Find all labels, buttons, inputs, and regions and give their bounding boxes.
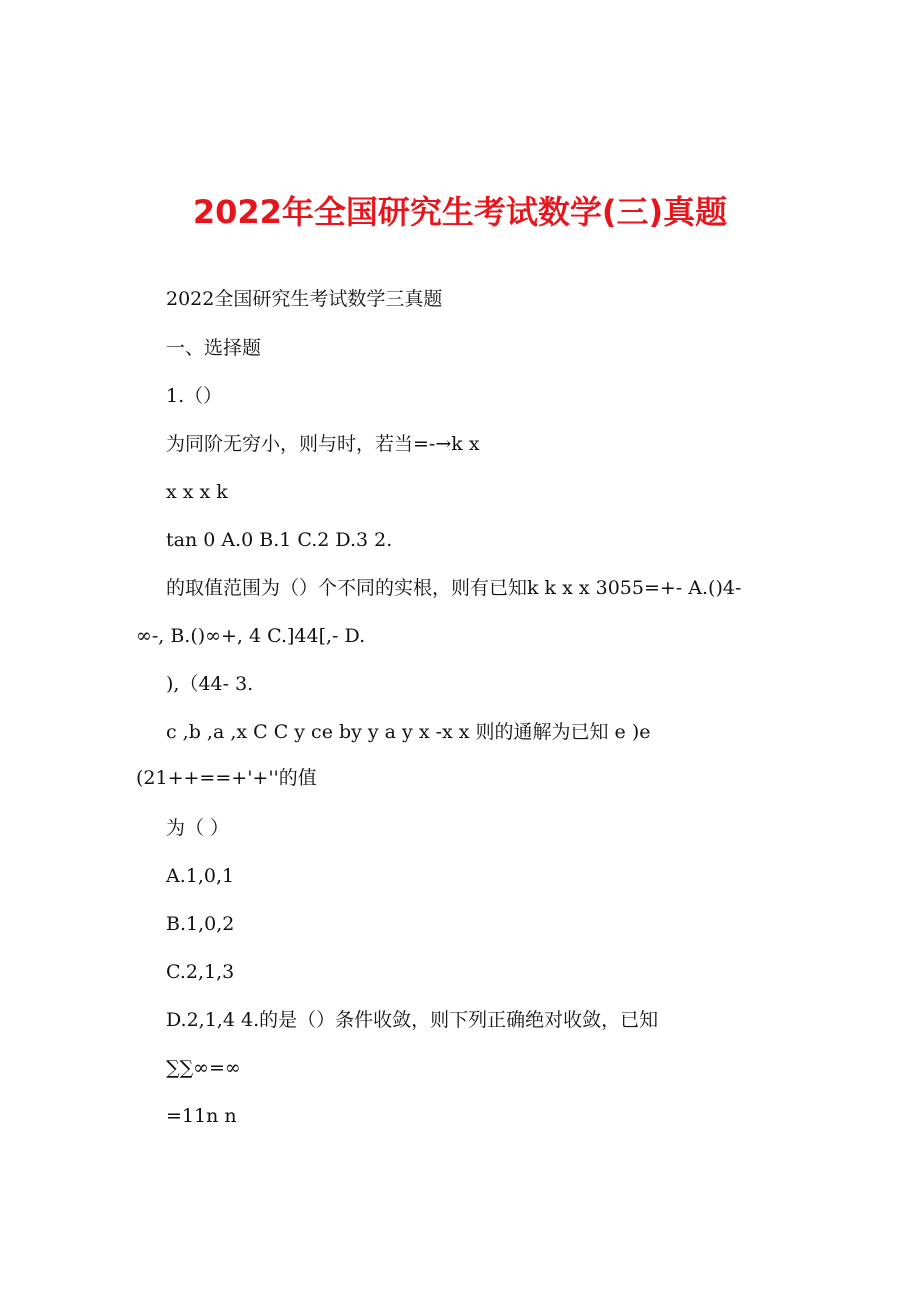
section-heading: 一、选择题 xyxy=(166,337,262,359)
question-3-option-a: A.1,0,1 xyxy=(166,865,235,887)
question-2-text: 的取值范围为（）个不同的实根，则有已知k k x x 3055=+- A.()4- xyxy=(166,577,742,599)
question-3-option-c: C.2,1,3 xyxy=(166,961,235,983)
subtitle-line: 2022全国研究生考试数学三真题 xyxy=(166,288,443,310)
question-3-text: c ,b ,a ,x C C y ce by y a y x -x x 则的通解为已知 e )e xyxy=(166,721,651,743)
question-4-formula: ∑∑∞=∞ xyxy=(166,1057,241,1079)
document-title: 2022年全国研究生考试数学(三)真题 xyxy=(192,193,728,231)
question-3-formula: (21++==+'+''的值 xyxy=(136,767,317,789)
question-2-options: ∞-, B.()∞+, 4 C.]44[,- D. xyxy=(136,625,366,647)
question-4-formula-index: =11n n xyxy=(166,1105,237,1127)
question-3-option-b: B.1,0,2 xyxy=(166,913,235,935)
question-1-options: tan 0 A.0 B.1 C.2 D.3 2. xyxy=(166,529,393,551)
question-1-text: 为同阶无穷小，则与时，若当=-→k x xyxy=(166,433,480,455)
question-2-option-d: ),（44- 3. xyxy=(166,673,254,695)
question-1-formula: x x x k xyxy=(166,481,228,503)
question-1-number: 1.（） xyxy=(166,385,223,407)
question-3-prompt: 为（ ） xyxy=(166,817,230,839)
question-3-option-d: D.2,1,4 4.的是（）条件收敛，则下列正确绝对收敛，已知 xyxy=(166,1009,659,1031)
